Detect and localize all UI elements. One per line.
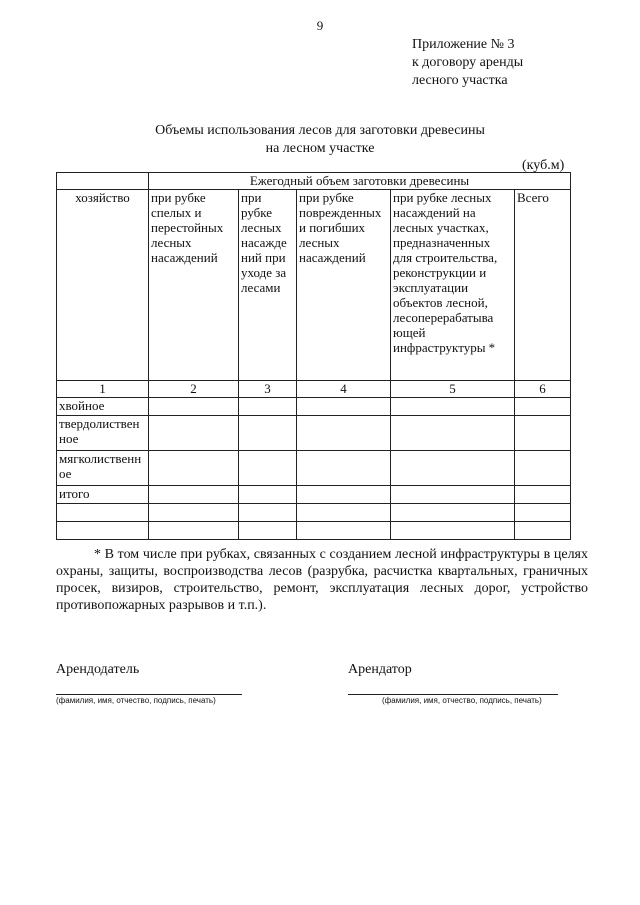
table-cell (515, 486, 571, 504)
lessee-signature-caption: (фамилия, имя, отчество, подпись, печать) (382, 696, 542, 705)
table-cell (149, 486, 239, 504)
table-cell (297, 398, 391, 416)
column-header-5: при рубке лесных насаждений на лесных участках, предназначенных для строительства, реконструкции и эксплуатации объектов лесной, лесоперерабатыва ющей инфраструктуры * (391, 190, 515, 381)
row-label: хвойное (57, 398, 149, 416)
column-header-6: Всего (515, 190, 571, 381)
table-row-coniferous (57, 398, 571, 416)
table-merged-header-row (57, 173, 571, 190)
table-cell (515, 416, 571, 451)
table-cell (239, 398, 297, 416)
column-header-3: при рубке лесных насажде ний при уходе за лесами (239, 190, 297, 381)
merged-header-cell: Ежегодный объем заготовки древесины (149, 173, 571, 190)
appendix-line-2: к договору аренды (412, 55, 524, 70)
table-cell (391, 504, 515, 522)
table-cell (391, 451, 515, 486)
table-cell (149, 398, 239, 416)
table-cell (297, 486, 391, 504)
footnote-text: * В том числе при рубках, связанных с созданием лесной инфраструктуры в целях охраны, защиты, воспроизводства лесов (разрубка, расчистка квартальных, граничных просек, визиров, строительство, ремонт, эксплуатация лесных дорог, устройство противопожарных разрывов и т.п.). (56, 547, 588, 613)
harvest-volume-table (56, 172, 571, 540)
table-cell (239, 451, 297, 486)
table-cell (515, 398, 571, 416)
column-number-3: 3 (239, 381, 297, 398)
table-cell (239, 416, 297, 451)
table-corner-cell (57, 173, 149, 190)
row-label: мягколиственное (57, 451, 149, 486)
column-number-1: 1 (57, 381, 149, 398)
table-cell (391, 486, 515, 504)
table-row-total (57, 486, 571, 504)
appendix-line-3: лесного участка (412, 73, 508, 88)
row-label (57, 504, 149, 522)
table-cell (297, 451, 391, 486)
table-row-empty (57, 522, 571, 540)
column-header-2: при рубке спелых и перестойных лесных насаждений (149, 190, 239, 381)
lessor-signature-line (56, 694, 242, 695)
table-cell (149, 522, 239, 540)
title-line-2: на лесном участке (265, 141, 375, 156)
table-header-row (57, 190, 571, 381)
table-cell (149, 504, 239, 522)
table-cell (391, 398, 515, 416)
table-cell (297, 416, 391, 451)
table-cell (149, 451, 239, 486)
document-title (0, 122, 640, 158)
title-line-1: Объемы использования лесов для заготовки древесины (155, 123, 485, 138)
table-row-hardwood (57, 416, 571, 451)
lessee-signature-line (348, 694, 558, 695)
table-cell (391, 522, 515, 540)
row-label: итого (57, 486, 149, 504)
table-cell (239, 486, 297, 504)
table-cell (515, 504, 571, 522)
table-cell (515, 522, 571, 540)
column-header-1: хозяйство (57, 190, 149, 381)
page-number: 9 (316, 18, 324, 33)
lessee-label: Арендатор (348, 662, 412, 677)
appendix-note (412, 36, 523, 90)
table-cell (297, 504, 391, 522)
lessor-label: Арендодатель (56, 662, 140, 677)
column-number-2: 2 (149, 381, 239, 398)
table-cell (239, 522, 297, 540)
table-cell (297, 522, 391, 540)
table-row-empty (57, 504, 571, 522)
units-label: (куб.м) (522, 158, 565, 173)
table-cell (515, 451, 571, 486)
row-label (57, 522, 149, 540)
column-number-4: 4 (297, 381, 391, 398)
table-row-softwood (57, 451, 571, 486)
table-cell (239, 504, 297, 522)
column-number-6: 6 (515, 381, 571, 398)
footnote (56, 546, 588, 614)
column-number-row (57, 381, 571, 398)
lessor-signature-caption: (фамилия, имя, отчество, подпись, печать) (56, 696, 216, 705)
table-cell (391, 416, 515, 451)
appendix-line-1: Приложение № 3 (412, 37, 515, 52)
table-cell (149, 416, 239, 451)
column-header-4: при рубке поврежденных и погибших лесных насаждений (297, 190, 391, 381)
column-number-5: 5 (391, 381, 515, 398)
row-label: твердолиственное (57, 416, 149, 451)
